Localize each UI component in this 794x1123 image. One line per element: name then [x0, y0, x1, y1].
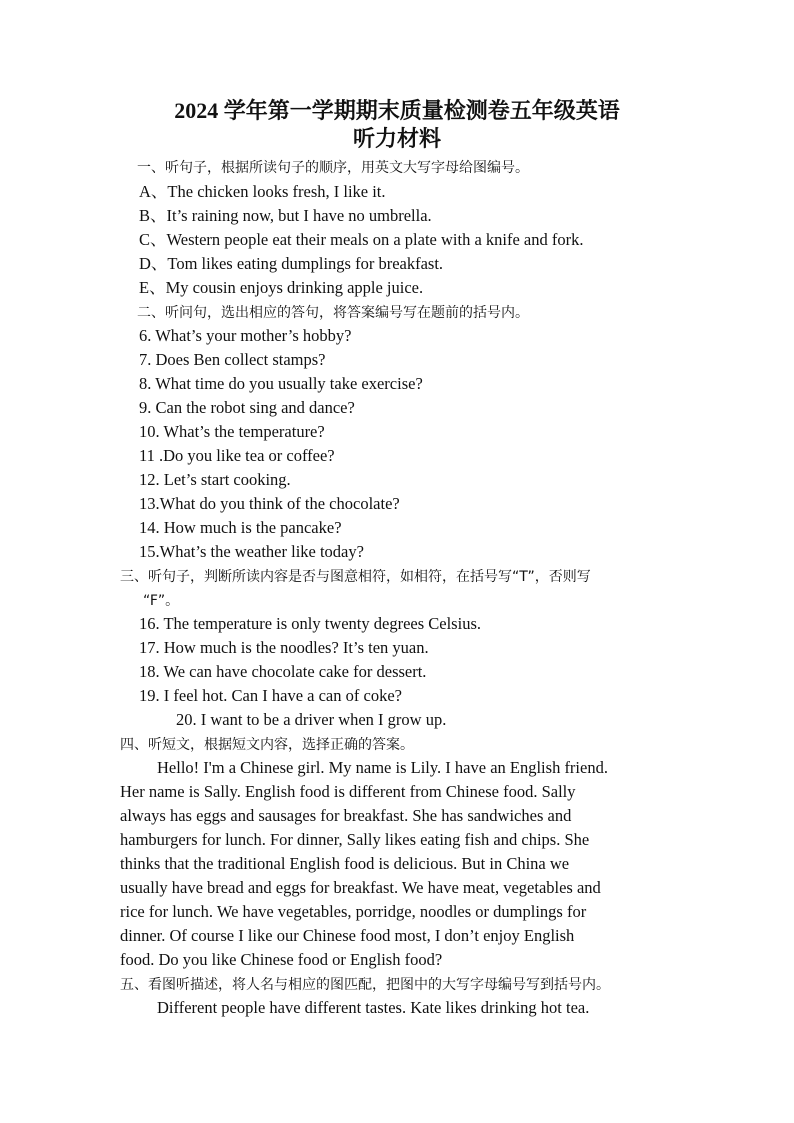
section3-item: 18. We can have chocolate cake for dessert. [139, 662, 427, 681]
section3-item: 16. The temperature is only twenty degrees Celsius. [139, 614, 481, 633]
passage-line: Her name is Sally. English food is different from Chinese food. Sally [120, 782, 576, 801]
section3-item: 19. I feel hot. Can I have a can of coke? [139, 686, 402, 705]
section3-item: 20. I want to be a driver when I grow up. [176, 710, 447, 729]
passage-line: food. Do you like Chinese food or English food? [120, 950, 443, 969]
passage-line: rice for lunch. We have vegetables, porridge, noodles or dumplings for [120, 902, 587, 921]
section2-item: 11 .Do you like tea or coffee? [139, 446, 335, 465]
section1-item: D、Tom likes eating dumplings for breakfast. [139, 254, 444, 273]
page-subtitle: 听力材料 [352, 126, 441, 151]
section3-heading: 三、听句子，判断所读内容是否与图意相符，如相符，在括号写“T”，否则写 [120, 569, 591, 585]
section2-item: 7. Does Ben collect stamps? [139, 350, 326, 369]
section2-item: 15.What’s the weather like today? [139, 542, 364, 561]
passage-line: hamburgers for lunch. For dinner, Sally likes eating fish and chips. She [120, 830, 590, 849]
section2-item: 8. What time do you usually take exercise? [139, 374, 423, 393]
passage-line: Different people have different tastes. Kate likes drinking hot tea. [157, 998, 590, 1017]
section1-item: E、My cousin enjoys drinking apple juice. [139, 278, 424, 297]
section2-item: 13.What do you think of the chocolate? [139, 494, 400, 513]
section1-item: C、Western people eat their meals on a plate with a knife and fork. [139, 230, 584, 249]
section2-heading: 二、听问句，选出相应的答句，将答案编号写在题前的括号内。 [137, 305, 529, 321]
section2-item: 9. Can the robot sing and dance? [139, 398, 355, 417]
passage-line: usually have bread and eggs for breakfast. We have meat, vegetables and [120, 878, 601, 897]
section1-heading: 一、听句子，根据所读句子的顺序，用英文大写字母给图编号。 [137, 160, 529, 176]
passage-line: Hello! I'm a Chinese girl. My name is Lily. I have an English friend. [157, 758, 608, 777]
section2-item: 14. How much is the pancake? [139, 518, 342, 537]
page-title: 2024 学年第一学期期末质量检测卷五年级英语 [174, 98, 620, 123]
section2-item: 6. What’s your mother’s hobby? [139, 326, 352, 345]
section5-heading: 五、看图听描述，将人名与相应的图匹配，把图中的大写字母编号写到括号内。 [120, 977, 610, 993]
section1-item: B、It’s raining now, but I have no umbrella. [139, 206, 432, 225]
passage-line: always has eggs and sausages for breakfast. She has sandwiches and [120, 806, 572, 825]
passage-line: dinner. Of course I like our Chinese food most, I don’t enjoy English [120, 926, 575, 945]
section2-item: 12. Let’s start cooking. [139, 470, 291, 489]
section1-item: A、The chicken looks fresh, I like it. [139, 182, 386, 201]
section3-item: 17. How much is the noodles? It’s ten yuan. [139, 638, 429, 657]
section3-heading-cont: “F”。 [143, 593, 180, 609]
section4-heading: 四、听短文，根据短文内容，选择正确的答案。 [120, 737, 414, 753]
section2-item: 10. What’s the temperature? [139, 422, 325, 441]
passage-line: thinks that the traditional English food is delicious. But in China we [120, 854, 570, 873]
